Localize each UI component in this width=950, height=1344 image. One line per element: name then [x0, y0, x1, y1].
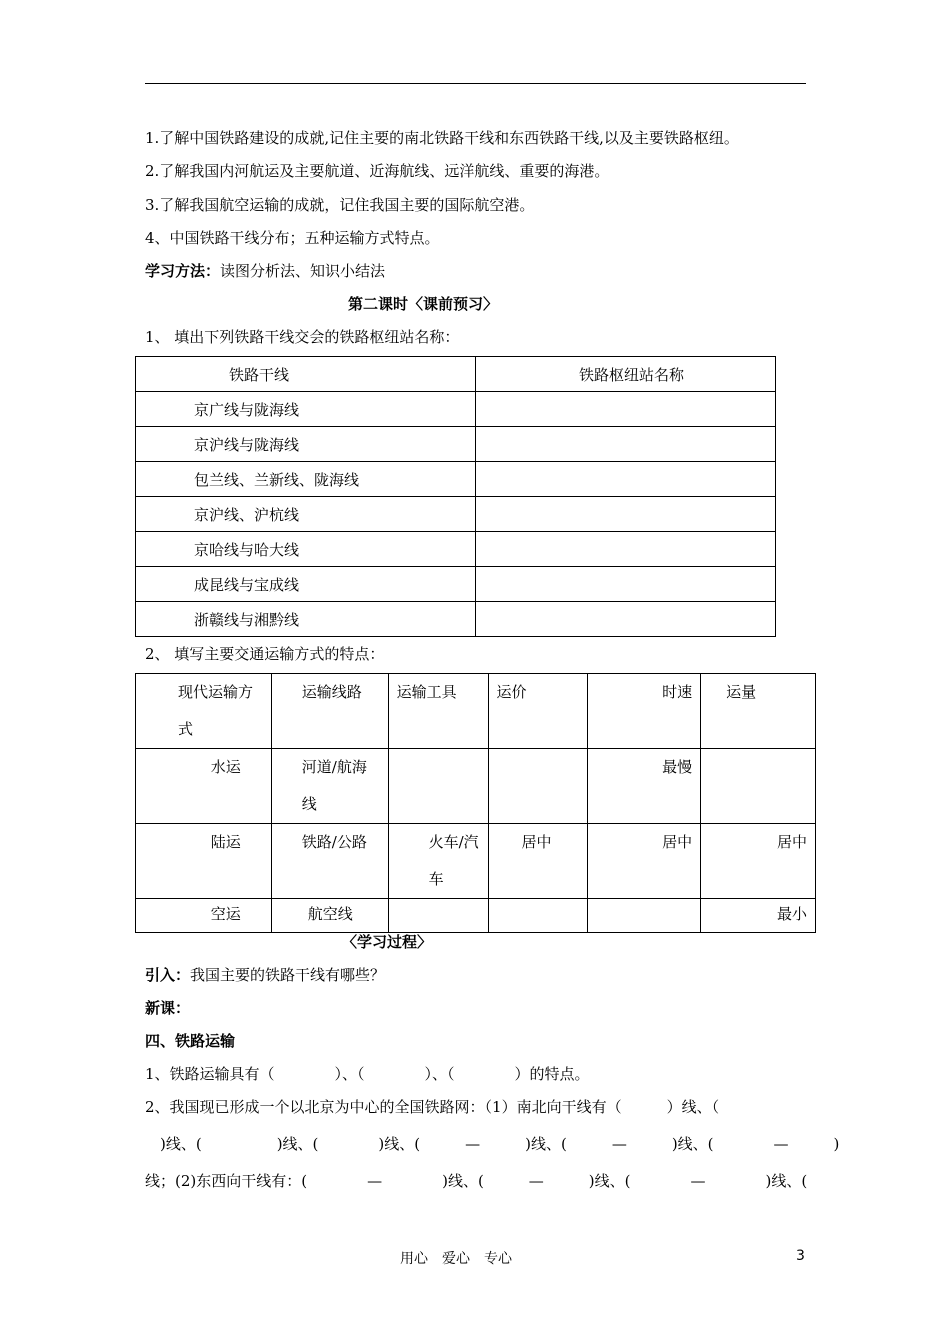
- table2-header: 运量: [701, 674, 816, 749]
- table2-header: 现代运输方式: [136, 674, 272, 749]
- table2-cell[interactable]: [701, 749, 816, 824]
- paragraph-2c: 线；(2)东西向干线有：( — )线、( — )线、( — )线、(: [145, 1172, 808, 1190]
- table2-cell[interactable]: [388, 899, 488, 933]
- table1-answer-cell[interactable]: [476, 567, 776, 602]
- intro-line: [145, 965, 385, 985]
- table1-answer-cell[interactable]: [476, 427, 776, 462]
- method-text: 读图分析法、知识小结法: [220, 262, 386, 280]
- paragraph-2b: )线、( )线、( )线、( — )线、( — )线、( — ): [145, 1135, 840, 1153]
- table1-cell: 京广线与陇海线: [136, 392, 476, 427]
- table2-header: 运输工具: [388, 674, 488, 749]
- table1-cell: 京哈线与哈大线: [136, 532, 476, 567]
- table2-header: 时速: [588, 674, 701, 749]
- table1-cell: 成昆线与宝成线: [136, 567, 476, 602]
- objective-4: 4、中国铁路干线分布；五种运输方式特点。: [145, 229, 440, 247]
- table2-cell: 居中: [488, 824, 588, 899]
- railway-hub-table: [135, 356, 776, 637]
- table2-cell: 居中: [701, 824, 816, 899]
- table2-cell: 最小: [701, 899, 816, 933]
- objective-1: 1.了解中国铁路建设的成就,记住主要的南北铁路干线和东西铁路干线,以及主要铁路枢纽。: [145, 129, 739, 147]
- table2-cell: 火车/汽车: [388, 824, 488, 899]
- table1-cell: 京沪线、沪杭线: [136, 497, 476, 532]
- intro-label: 引入：: [145, 966, 191, 984]
- table2-cell: 航空线: [271, 899, 388, 933]
- table2-cell: 铁路/公路: [271, 824, 388, 899]
- table1-answer-cell[interactable]: [476, 462, 776, 497]
- question-1: 1、 填出下列铁路干线交会的铁路枢纽站名称：: [145, 328, 460, 346]
- intro-text: 我国主要的铁路干线有哪些？: [190, 966, 386, 984]
- table2-cell[interactable]: [388, 749, 488, 824]
- lesson-title: 第二课时〈课前预习〉: [348, 295, 499, 313]
- section-4-heading: 四、铁路运输: [145, 1032, 236, 1050]
- table2-cell: 最慢: [588, 749, 701, 824]
- paragraph-2a: 2、我国现已形成一个以北京为中心的全国铁路网：（1）南北向干线有（ ）线、（: [145, 1098, 720, 1116]
- table2-header: 运价: [488, 674, 588, 749]
- page-footer: 用心 爱心 专心: [400, 1251, 512, 1267]
- table2-cell: 居中: [588, 824, 701, 899]
- table1-answer-cell[interactable]: [476, 497, 776, 532]
- page-number: 3: [796, 1248, 805, 1264]
- table2-cell: 陆运: [136, 824, 272, 899]
- table2-cell: 河道/航海线: [271, 749, 388, 824]
- table1-answer-cell[interactable]: [476, 532, 776, 567]
- table1-cell: 浙赣线与湘黔线: [136, 602, 476, 637]
- method-line: [145, 261, 385, 281]
- table2-cell[interactable]: [488, 899, 588, 933]
- objective-2: 2.了解我国内河航运及主要航道、近海航线、远洋航线、重要的海港。: [145, 162, 610, 180]
- new-lesson-label: 新课：: [145, 999, 191, 1017]
- header-rule: [145, 83, 806, 84]
- table1-header-line: 铁路干线: [136, 357, 476, 392]
- table1-header-hub: 铁路枢纽站名称: [476, 357, 776, 392]
- table2-cell: 水运: [136, 749, 272, 824]
- paragraph-1: 1、铁路运输具有（ ）、（ ）、（ ）的特点。: [145, 1065, 590, 1083]
- table2-cell[interactable]: [488, 749, 588, 824]
- objective-3: 3.了解我国航空运输的成就，记住我国主要的国际航空港。: [145, 196, 535, 214]
- question-2: 2、 填写主要交通运输方式的特点：: [145, 645, 385, 663]
- table1-cell: 京沪线与陇海线: [136, 427, 476, 462]
- table2-cell: 空运: [136, 899, 272, 933]
- table1-cell: 包兰线、兰新线、陇海线: [136, 462, 476, 497]
- table1-answer-cell[interactable]: [476, 392, 776, 427]
- method-label: 学习方法：: [145, 262, 221, 280]
- table2-header: 运输线路: [271, 674, 388, 749]
- transport-features-table: [135, 673, 816, 933]
- table2-cell[interactable]: [588, 899, 701, 933]
- process-title: 〈学习过程〉: [342, 933, 433, 951]
- table1-answer-cell[interactable]: [476, 602, 776, 637]
